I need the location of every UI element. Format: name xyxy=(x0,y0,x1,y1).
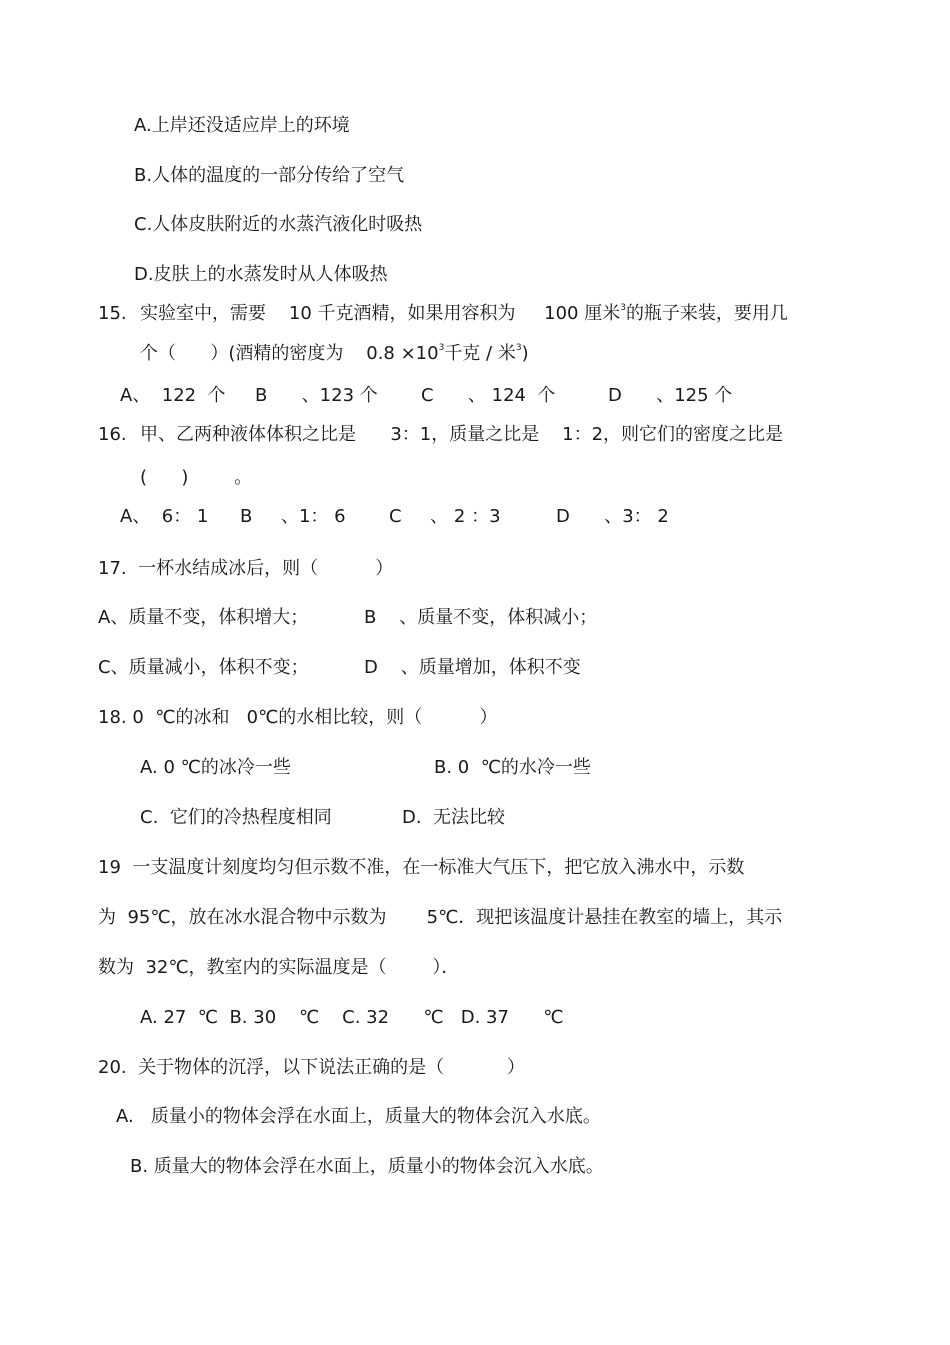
q14-option-c: C.人体皮肤附近的水蒸汽液化时吸热 xyxy=(134,214,423,235)
q17-option-c: C、质量减小，体积不变； xyxy=(98,657,309,678)
q15-option-c: C 、 124 个 xyxy=(421,385,556,406)
q17-option-d: D 、质量增加，体积不变 xyxy=(364,657,581,678)
q15-text1b: 的瓶子来装，要用几 xyxy=(625,303,788,324)
q19-line1: 19 一支温度计刻度均匀但示数不准，在一标准大气压下，把它放入沸水中，示数 xyxy=(98,857,745,878)
q15-sup1: 3 xyxy=(620,303,626,313)
q15-text2b: 千克 / 米 xyxy=(444,343,516,364)
q14-option-d: D.皮肤上的水蒸发时从人体吸热 xyxy=(134,264,388,285)
q20-question: 20. 关于物体的沉浮，以下说法正确的是（ ） xyxy=(98,1057,526,1078)
q16-number: 16. xyxy=(98,424,127,445)
q16-option-d: D 、3： 2 xyxy=(556,506,669,527)
q19-line2: 为 95℃，放在冰水混合物中示数为 5℃．现把该温度计悬挂在教室的墙上，其示 xyxy=(98,907,783,928)
q15-text2c: ) xyxy=(521,343,529,364)
q14-option-b: B.人体的温度的一部分传给了空气 xyxy=(134,165,405,186)
q20-option-a: A. 质量小的物体会浮在水面上，质量大的物体会沉入水底。 xyxy=(116,1106,601,1127)
q18-option-a: A. 0 ℃的冰冷一些 xyxy=(140,757,291,778)
q15-sup2: 3 xyxy=(438,343,445,353)
q19-line3: 数为 32℃，教室内的实际温度是（ ）． xyxy=(98,957,460,978)
q15-text2: 个（ ）(酒精的密度为 0.8 ×10 xyxy=(140,343,439,364)
q17-question: 17. 一杯水结成冰后，则（ ） xyxy=(98,558,394,579)
q16-option-b: B 、1： 6 xyxy=(240,506,346,527)
q17-option-a: A、质量不变，体积增大； xyxy=(98,607,309,628)
q15-sup3: 3 xyxy=(515,343,522,353)
q15-line1 xyxy=(140,302,788,326)
q15-option-d: D 、125 个 xyxy=(608,385,733,406)
q18-option-c: C. 它们的冷热程度相同 xyxy=(140,807,332,828)
q16-option-a: A、 6： 1 xyxy=(120,506,209,527)
q17-option-b: B 、质量不变，体积减小； xyxy=(364,607,598,628)
q14-option-a: A.上岸还没适应岸上的环境 xyxy=(134,115,350,136)
q20-option-b: B. 质量大的物体会浮在水面上，质量小的物体会沉入水底。 xyxy=(130,1156,604,1177)
q18-option-b: B. 0 ℃的水冷一些 xyxy=(434,757,591,778)
q15-option-b: B 、123 个 xyxy=(255,385,378,406)
q16-option-c: C 、 2 ：3 xyxy=(389,506,501,527)
q16-line1: 甲、乙两种液体体积之比是 3：1，质量之比是 1：2，则它们的密度之比是 xyxy=(140,424,784,445)
q15-option-a: A、 122 个 xyxy=(120,385,226,406)
q15-text1: 实验室中，需要 10 千克酒精，如果用容积为 100 厘米 xyxy=(140,303,621,324)
q18-option-d: D. 无法比较 xyxy=(402,807,506,828)
q16-line2: ( ) 。 xyxy=(140,467,253,488)
q18-question: 18. 0 ℃的冰和 0℃的水相比较，则（ ） xyxy=(98,707,498,728)
q15-line2 xyxy=(140,342,529,366)
q19-options: A. 27 ℃ B. 30 ℃ C. 32 ℃ D. 37 ℃ xyxy=(140,1007,564,1028)
q15-number: 15. xyxy=(98,303,127,324)
